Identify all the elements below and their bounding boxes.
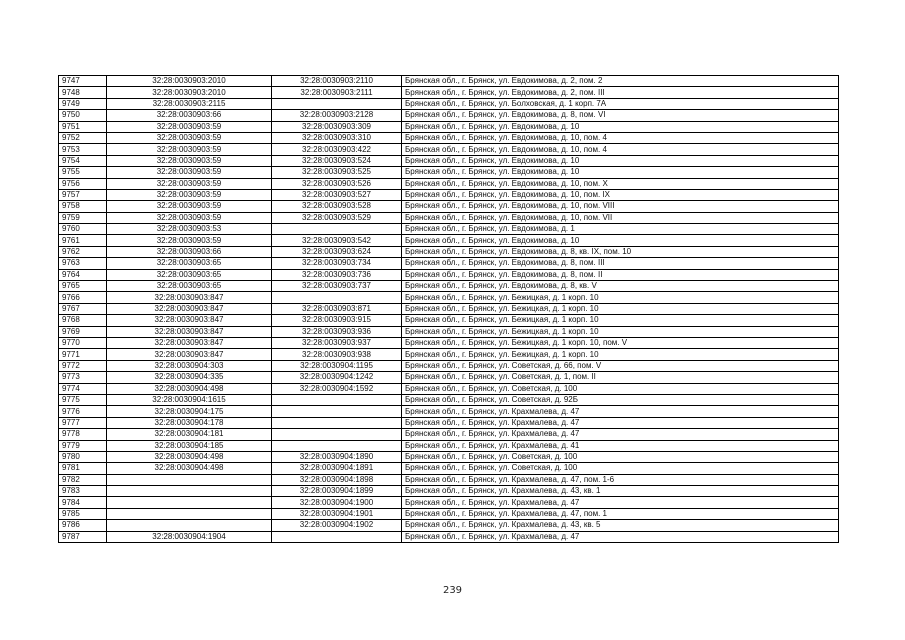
parcel-number-cell: 32:28:0030903:847 — [107, 315, 272, 326]
building-number-cell: 32:28:0030903:938 — [272, 349, 402, 360]
address-cell: Брянская обл., г. Брянск, ул. Евдокимова, д. 10 — [402, 121, 839, 132]
address-cell: Брянская обл., г. Брянск, ул. Крахмалева, д. 41 — [402, 440, 839, 451]
row-number-cell: 9750 — [59, 110, 107, 121]
building-number-cell: 32:28:0030903:737 — [272, 281, 402, 292]
parcel-number-cell: 32:28:0030904:181 — [107, 429, 272, 440]
table-row — [59, 167, 839, 178]
address-cell: Брянская обл., г. Брянск, ул. Крахмалева, д. 47 — [402, 406, 839, 417]
building-number-cell: 32:28:0030904:1902 — [272, 520, 402, 531]
table-row — [59, 486, 839, 497]
row-number-cell: 9774 — [59, 383, 107, 394]
row-number-cell: 9772 — [59, 360, 107, 371]
row-number-cell: 9755 — [59, 167, 107, 178]
table-row — [59, 155, 839, 166]
parcel-number-cell: 32:28:0030903:59 — [107, 189, 272, 200]
row-number-cell: 9766 — [59, 292, 107, 303]
table-row — [59, 121, 839, 132]
row-number-cell: 9776 — [59, 406, 107, 417]
parcel-number-cell: 32:28:0030903:59 — [107, 144, 272, 155]
address-cell: Брянская обл., г. Брянск, ул. Советская, д. 1, пом. II — [402, 372, 839, 383]
parcel-number-cell: 32:28:0030904:303 — [107, 360, 272, 371]
building-number-cell — [272, 440, 402, 451]
table-row — [59, 337, 839, 348]
address-cell: Брянская обл., г. Брянск, ул. Евдокимова, д. 8, пом. VI — [402, 110, 839, 121]
row-number-cell: 9770 — [59, 337, 107, 348]
table-row — [59, 394, 839, 405]
address-cell: Брянская обл., г. Брянск, ул. Советская, д. 66, пом. V — [402, 360, 839, 371]
building-number-cell: 32:28:0030904:1195 — [272, 360, 402, 371]
table-row — [59, 349, 839, 360]
table-row — [59, 281, 839, 292]
address-cell: Брянская обл., г. Брянск, ул. Бежицкая, д. 1 корп. 10 — [402, 292, 839, 303]
table-body — [59, 76, 839, 543]
building-number-cell: 32:28:0030903:736 — [272, 269, 402, 280]
building-number-cell: 32:28:0030903:936 — [272, 326, 402, 337]
row-number-cell: 9781 — [59, 463, 107, 474]
building-number-cell: 32:28:0030903:529 — [272, 212, 402, 223]
address-cell: Брянская обл., г. Брянск, ул. Евдокимова, д. 10, пом. 4 — [402, 144, 839, 155]
row-number-cell: 9780 — [59, 451, 107, 462]
row-number-cell: 9747 — [59, 76, 107, 87]
building-number-cell: 32:28:0030903:915 — [272, 315, 402, 326]
parcel-number-cell: 32:28:0030903:59 — [107, 132, 272, 143]
address-cell: Брянская обл., г. Брянск, ул. Евдокимова, д. 2, пом. III — [402, 87, 839, 98]
parcel-number-cell: 32:28:0030903:59 — [107, 167, 272, 178]
row-number-cell: 9754 — [59, 155, 107, 166]
table-row — [59, 76, 839, 87]
address-cell: Брянская обл., г. Брянск, ул. Крахмалева, д. 47, пом. 1 — [402, 508, 839, 519]
table-row — [59, 417, 839, 428]
row-number-cell: 9756 — [59, 178, 107, 189]
building-number-cell: 32:28:0030903:734 — [272, 258, 402, 269]
building-number-cell — [272, 98, 402, 109]
building-number-cell: 32:28:0030904:1891 — [272, 463, 402, 474]
row-number-cell: 9757 — [59, 189, 107, 200]
address-cell: Брянская обл., г. Брянск, ул. Крахмалева, д. 47 — [402, 417, 839, 428]
address-cell: Брянская обл., г. Брянск, ул. Советская, д. 100 — [402, 463, 839, 474]
parcel-number-cell — [107, 497, 272, 508]
table-row — [59, 406, 839, 417]
parcel-number-cell: 32:28:0030904:1615 — [107, 394, 272, 405]
table-row — [59, 372, 839, 383]
address-cell: Брянская обл., г. Брянск, ул. Евдокимова, д. 8, пом. II — [402, 269, 839, 280]
address-cell: Брянская обл., г. Брянск, ул. Бежицкая, д. 1 корп. 10 — [402, 315, 839, 326]
table-row — [59, 508, 839, 519]
row-number-cell: 9769 — [59, 326, 107, 337]
table-row — [59, 258, 839, 269]
parcel-number-cell: 32:28:0030903:847 — [107, 337, 272, 348]
row-number-cell: 9785 — [59, 508, 107, 519]
parcel-number-cell: 32:28:0030904:335 — [107, 372, 272, 383]
table-row — [59, 451, 839, 462]
row-number-cell: 9764 — [59, 269, 107, 280]
table-row — [59, 224, 839, 235]
parcel-number-cell — [107, 520, 272, 531]
parcel-number-cell: 32:28:0030904:185 — [107, 440, 272, 451]
row-number-cell: 9749 — [59, 98, 107, 109]
building-number-cell: 32:28:0030903:542 — [272, 235, 402, 246]
row-number-cell: 9753 — [59, 144, 107, 155]
building-number-cell: 32:28:0030904:1898 — [272, 474, 402, 485]
address-cell: Брянская обл., г. Брянск, ул. Евдокимова, д. 8, кв. V — [402, 281, 839, 292]
cadastral-register-table — [58, 75, 839, 543]
table-row — [59, 520, 839, 531]
table-row — [59, 463, 839, 474]
table-row — [59, 474, 839, 485]
table-row — [59, 246, 839, 257]
address-cell: Брянская обл., г. Брянск, ул. Крахмалева, д. 43, кв. 1 — [402, 486, 839, 497]
parcel-number-cell: 32:28:0030904:178 — [107, 417, 272, 428]
table-row — [59, 292, 839, 303]
building-number-cell: 32:28:0030903:527 — [272, 189, 402, 200]
row-number-cell: 9760 — [59, 224, 107, 235]
row-number-cell: 9779 — [59, 440, 107, 451]
address-cell: Брянская обл., г. Брянск, ул. Евдокимова, д. 10, пом. X — [402, 178, 839, 189]
table-row — [59, 531, 839, 542]
building-number-cell: 32:28:0030903:2110 — [272, 76, 402, 87]
parcel-number-cell: 32:28:0030903:847 — [107, 349, 272, 360]
address-cell: Брянская обл., г. Брянск, ул. Евдокимова, д. 10 — [402, 155, 839, 166]
row-number-cell: 9748 — [59, 87, 107, 98]
address-cell: Брянская обл., г. Брянск, ул. Бежицкая, д. 1 корп. 10 — [402, 349, 839, 360]
building-number-cell: 32:28:0030903:937 — [272, 337, 402, 348]
building-number-cell: 32:28:0030903:871 — [272, 303, 402, 314]
address-cell: Брянская обл., г. Брянск, ул. Евдокимова, д. 1 — [402, 224, 839, 235]
table-row — [59, 110, 839, 121]
building-number-cell: 32:28:0030903:309 — [272, 121, 402, 132]
row-number-cell: 9761 — [59, 235, 107, 246]
address-cell: Брянская обл., г. Брянск, ул. Бежицкая, д. 1 корп. 10, пом. V — [402, 337, 839, 348]
building-number-cell — [272, 224, 402, 235]
building-number-cell: 32:28:0030903:624 — [272, 246, 402, 257]
row-number-cell: 9762 — [59, 246, 107, 257]
parcel-number-cell: 32:28:0030903:66 — [107, 110, 272, 121]
table-row — [59, 497, 839, 508]
parcel-number-cell: 32:28:0030903:66 — [107, 246, 272, 257]
building-number-cell: 32:28:0030904:1901 — [272, 508, 402, 519]
parcel-number-cell: 32:28:0030903:59 — [107, 121, 272, 132]
building-number-cell: 32:28:0030903:525 — [272, 167, 402, 178]
row-number-cell: 9777 — [59, 417, 107, 428]
building-number-cell — [272, 429, 402, 440]
table-row — [59, 383, 839, 394]
row-number-cell: 9768 — [59, 315, 107, 326]
parcel-number-cell: 32:28:0030903:2010 — [107, 76, 272, 87]
building-number-cell: 32:28:0030903:2111 — [272, 87, 402, 98]
building-number-cell: 32:28:0030903:524 — [272, 155, 402, 166]
table-row — [59, 201, 839, 212]
address-cell: Брянская обл., г. Брянск, ул. Евдокимова, д. 10, пом. IX — [402, 189, 839, 200]
parcel-number-cell: 32:28:0030903:847 — [107, 303, 272, 314]
parcel-number-cell: 32:28:0030903:59 — [107, 212, 272, 223]
row-number-cell: 9759 — [59, 212, 107, 223]
row-number-cell: 9784 — [59, 497, 107, 508]
building-number-cell: 32:28:0030903:526 — [272, 178, 402, 189]
address-cell: Брянская обл., г. Брянск, ул. Крахмалева, д. 47 — [402, 497, 839, 508]
row-number-cell: 9751 — [59, 121, 107, 132]
parcel-number-cell: 32:28:0030903:2115 — [107, 98, 272, 109]
table-row — [59, 360, 839, 371]
row-number-cell: 9775 — [59, 394, 107, 405]
address-cell: Брянская обл., г. Брянск, ул. Крахмалева, д. 47 — [402, 429, 839, 440]
parcel-number-cell: 32:28:0030903:53 — [107, 224, 272, 235]
address-cell: Брянская обл., г. Брянск, ул. Евдокимова, д. 8, пом. III — [402, 258, 839, 269]
parcel-number-cell — [107, 508, 272, 519]
parcel-number-cell: 32:28:0030904:1904 — [107, 531, 272, 542]
table-row — [59, 212, 839, 223]
address-cell: Брянская обл., г. Брянск, ул. Евдокимова, д. 10, пом. VII — [402, 212, 839, 223]
row-number-cell: 9783 — [59, 486, 107, 497]
parcel-number-cell: 32:28:0030903:59 — [107, 178, 272, 189]
address-cell: Брянская обл., г. Брянск, ул. Крахмалева, д. 47 — [402, 531, 839, 542]
row-number-cell: 9782 — [59, 474, 107, 485]
building-number-cell: 32:28:0030904:1900 — [272, 497, 402, 508]
row-number-cell: 9787 — [59, 531, 107, 542]
parcel-number-cell: 32:28:0030903:59 — [107, 201, 272, 212]
parcel-number-cell: 32:28:0030903:2010 — [107, 87, 272, 98]
address-cell: Брянская обл., г. Брянск, ул. Крахмалева, д. 47, пом. 1-6 — [402, 474, 839, 485]
address-cell: Брянская обл., г. Брянск, ул. Евдокимова, д. 8, кв. IX, пом. 10 — [402, 246, 839, 257]
building-number-cell: 32:28:0030903:310 — [272, 132, 402, 143]
table-row — [59, 429, 839, 440]
table-row — [59, 189, 839, 200]
row-number-cell: 9767 — [59, 303, 107, 314]
parcel-number-cell: 32:28:0030904:498 — [107, 463, 272, 474]
address-cell: Брянская обл., г. Брянск, ул. Бежицкая, д. 1 корп. 10 — [402, 303, 839, 314]
address-cell: Брянская обл., г. Брянск, ул. Болховская, д. 1 корп. 7А — [402, 98, 839, 109]
building-number-cell: 32:28:0030903:422 — [272, 144, 402, 155]
parcel-number-cell: 32:28:0030903:847 — [107, 292, 272, 303]
building-number-cell — [272, 394, 402, 405]
parcel-number-cell: 32:28:0030903:59 — [107, 235, 272, 246]
table-row — [59, 269, 839, 280]
building-number-cell — [272, 406, 402, 417]
row-number-cell: 9786 — [59, 520, 107, 531]
address-cell: Брянская обл., г. Брянск, ул. Советская, д. 92Б — [402, 394, 839, 405]
address-cell: Брянская обл., г. Брянск, ул. Евдокимова, д. 10 — [402, 167, 839, 178]
parcel-number-cell: 32:28:0030903:65 — [107, 269, 272, 280]
address-cell: Брянская обл., г. Брянск, ул. Советская, д. 100 — [402, 383, 839, 394]
parcel-number-cell: 32:28:0030904:498 — [107, 451, 272, 462]
table-row — [59, 144, 839, 155]
address-cell: Брянская обл., г. Брянск, ул. Евдокимова, д. 2, пом. 2 — [402, 76, 839, 87]
building-number-cell — [272, 531, 402, 542]
building-number-cell: 32:28:0030904:1899 — [272, 486, 402, 497]
table-row — [59, 178, 839, 189]
table-row — [59, 235, 839, 246]
parcel-number-cell: 32:28:0030903:65 — [107, 281, 272, 292]
row-number-cell: 9773 — [59, 372, 107, 383]
address-cell: Брянская обл., г. Брянск, ул. Бежицкая, д. 1 корп. 10 — [402, 326, 839, 337]
row-number-cell: 9758 — [59, 201, 107, 212]
table-row — [59, 98, 839, 109]
building-number-cell — [272, 417, 402, 428]
table-row — [59, 440, 839, 451]
parcel-number-cell — [107, 474, 272, 485]
row-number-cell: 9765 — [59, 281, 107, 292]
parcel-number-cell: 32:28:0030903:847 — [107, 326, 272, 337]
address-cell: Брянская обл., г. Брянск, ул. Евдокимова, д. 10, пом. VIII — [402, 201, 839, 212]
address-cell: Брянская обл., г. Брянск, ул. Евдокимова, д. 10 — [402, 235, 839, 246]
building-number-cell: 32:28:0030904:1242 — [272, 372, 402, 383]
building-number-cell — [272, 292, 402, 303]
table-row — [59, 87, 839, 98]
table-row — [59, 132, 839, 143]
address-cell: Брянская обл., г. Брянск, ул. Советская, д. 100 — [402, 451, 839, 462]
address-cell: Брянская обл., г. Брянск, ул. Крахмалева, д. 43, кв. 5 — [402, 520, 839, 531]
table-row — [59, 326, 839, 337]
row-number-cell: 9763 — [59, 258, 107, 269]
table-row — [59, 303, 839, 314]
row-number-cell: 9771 — [59, 349, 107, 360]
building-number-cell: 32:28:0030903:2128 — [272, 110, 402, 121]
parcel-number-cell: 32:28:0030903:65 — [107, 258, 272, 269]
table-row — [59, 315, 839, 326]
building-number-cell: 32:28:0030903:528 — [272, 201, 402, 212]
page-number: 239 — [442, 585, 463, 596]
parcel-number-cell: 32:28:0030904:498 — [107, 383, 272, 394]
building-number-cell: 32:28:0030904:1592 — [272, 383, 402, 394]
address-cell: Брянская обл., г. Брянск, ул. Евдокимова, д. 10, пом. 4 — [402, 132, 839, 143]
parcel-number-cell: 32:28:0030904:175 — [107, 406, 272, 417]
building-number-cell: 32:28:0030904:1890 — [272, 451, 402, 462]
row-number-cell: 9778 — [59, 429, 107, 440]
row-number-cell: 9752 — [59, 132, 107, 143]
parcel-number-cell — [107, 486, 272, 497]
parcel-number-cell: 32:28:0030903:59 — [107, 155, 272, 166]
